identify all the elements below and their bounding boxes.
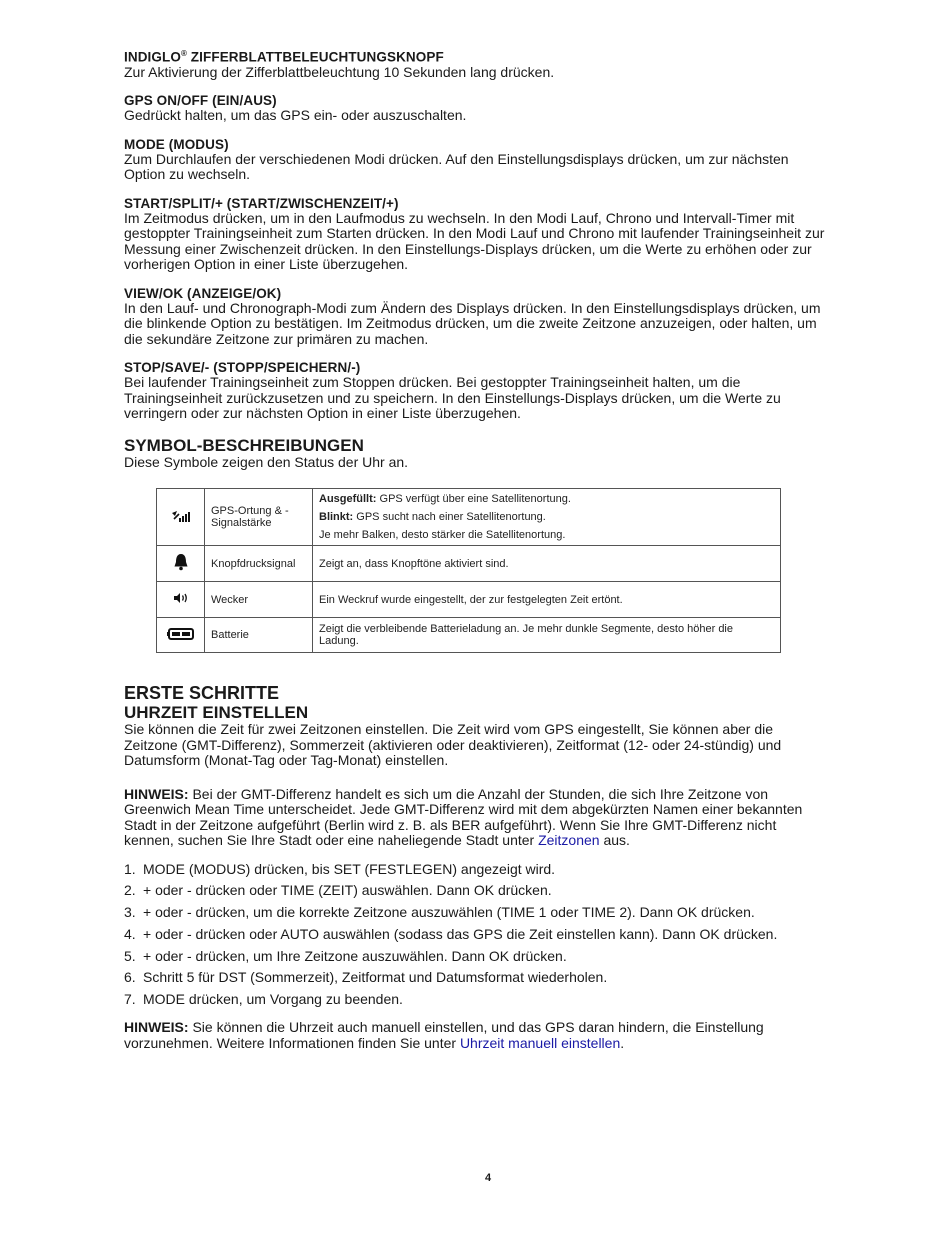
list-item: 7. MODE drücken, um Vorgang zu beenden. xyxy=(124,991,403,1008)
set-time-intro: Sie können die Zeit für zwei Zeitzonen einstellen. Die Zeit wird vom GPS eingestellt, Sie können aber die Zeitzone (GMT-Differenz), Sommerzeit (aktivieren oder deaktivieren), Zeitformat (12- oder 24-stündig) und Datumsform (Monat-Tag oder Tag-Monat) einstellen. xyxy=(124,721,782,768)
step-text: + oder - drücken, um Ihre Zeitzone auszuwählen. Dann OK drücken. xyxy=(143,947,567,964)
section-view-ok xyxy=(124,286,830,348)
title-text-rest: ZIFFERBLATTBELEUCHTUNGSKNOPF xyxy=(186,49,444,65)
list-item: 3. + oder - drücken, um die korrekte Zeitzone auszuwählen (TIME 1 oder TIME 2). Dann OK drücken. xyxy=(124,904,755,921)
description-line xyxy=(319,490,774,508)
step-text: MODE drücken, um Vorgang zu beenden. xyxy=(143,991,403,1008)
list-item: 5. + oder - drücken, um Ihre Zeitzone auszuwählen. Dann OK drücken. xyxy=(124,947,567,964)
table-row xyxy=(157,489,781,546)
battery-icon xyxy=(157,618,205,653)
section-indiglo xyxy=(124,46,830,80)
step-text: + oder - drücken, um die korrekte Zeitzone auszuwählen (TIME 1 oder TIME 2). Dann OK drücken. xyxy=(143,904,755,921)
title-text: INDIGLO xyxy=(124,49,181,65)
section-body: Bei laufender Trainingseinheit zum Stoppen drücken. Bei gestoppter Trainingseinheit halten, um die Trainingseinheit zurückzusetzen und zu speichern. In den Einstellungs-Displays drücken, um die Werte zu verringern oder zur nächsten Option in einer Liste überzugehen. xyxy=(124,374,781,421)
note-text-end: aus. xyxy=(599,832,630,848)
alarm-speaker-icon xyxy=(157,582,205,618)
symbol-name: Wecker xyxy=(205,582,313,618)
section-body: Zum Durchlaufen der verschiedenen Modi drücken. Auf den Einstellungsdisplays drücken, um zur nächsten Option zu wechseln. xyxy=(124,150,789,182)
symbol-name: Batterie xyxy=(205,618,313,653)
symbols-heading: SYMBOL-BESCHREIBUNGEN xyxy=(124,435,364,455)
steps-list xyxy=(124,859,830,1012)
table-row xyxy=(157,582,781,618)
step-text: + oder - drücken oder AUTO auswählen (sodass das GPS die Zeit einstellen kann). Dann OK drücken. xyxy=(143,925,778,942)
note-text: Bei der GMT-Differenz handelt es sich um die Anzahl der Stunden, die sich Ihre Zeitzone von Greenwich Mean Time unterscheidet. Jede GMT-Differenz wird mit dem abgekürzten Namen einer bekannten Stadt in der Zeitzone aufgeführt (Berlin wird z. B. als BER aufgeführt). Wenn Sie Ihre GMT-Differenz nicht kennen, suchen Sie Ihre Stadt oder eine naheliegende Stadt unter xyxy=(124,785,803,848)
description-label: Blinkt: xyxy=(319,511,354,523)
description-text: Zeigt die verbleibende Batterieladung an. Je mehr dunkle Segmente, desto höher die Ladung. xyxy=(319,623,733,647)
table-row xyxy=(157,618,781,653)
section-title: MODE (MODUS) xyxy=(124,136,229,152)
section-title: VIEW/OK (ANZEIGE/OK) xyxy=(124,285,282,301)
section-start-split xyxy=(124,196,830,273)
description-text: Zeigt an, dass Knopftöne aktiviert sind. xyxy=(319,557,509,570)
section-title: GPS ON/OFF (EIN/AUS) xyxy=(124,93,277,108)
symbol-name: Knopfdrucksignal xyxy=(205,546,313,582)
list-item: 6. Schritt 5 für DST (Sommerzeit), Zeitformat und Datumsformat wiederholen. xyxy=(124,969,608,986)
note-text: Sie können die Uhrzeit auch manuell einstellen, und das GPS daran hindern, die Einstellung vorzunehmen. Weitere Informationen finden Sie unter xyxy=(124,1019,764,1051)
step-text: + oder - drücken oder TIME (ZEIT) auswählen. Dann OK drücken. xyxy=(143,882,552,899)
symbol-description xyxy=(313,546,781,582)
section-gps xyxy=(124,93,830,124)
getting-started-section xyxy=(124,683,830,1051)
step-text: MODE (MODUS) drücken, bis SET (FESTLEGEN) angezeigt wird. xyxy=(143,860,556,877)
getting-started-heading: ERSTE SCHRITTE xyxy=(124,683,280,703)
section-body: Im Zeitmodus drücken, um in den Laufmodus zu wechseln. In den Modi Lauf, Chrono und Intervall-Timer mit gestoppter Trainingseinheit zum Starten drücken. In den Modi Lauf und Chrono mit laufender Trainingseinheit zur Messung einer Zwischenzeit drücken. In den Einstellungs-Displays drücken, um die Werte zu erhöhen oder zur vorherigen Option in einer Liste überzugehen. xyxy=(124,209,825,272)
set-time-heading: UHRZEIT EINSTELLEN xyxy=(124,703,309,722)
symbols-intro: Diese Symbole zeigen den Status der Uhr an. xyxy=(124,453,409,470)
section-body: In den Lauf- und Chronograph-Modi zum Ändern des Displays drücken. In den Einstellungsdisplays drücken, um die blinkende Option zu bestätigen. Im Zeitmodus drücken, um die zweite Zeitzone anzuzeigen, oder halten, um die sekundäre Zeitzone zur primären zu machen. xyxy=(124,299,821,347)
section-stop-save xyxy=(124,360,830,422)
note-label: HINWEIS: xyxy=(124,785,189,802)
description-line xyxy=(319,508,774,526)
gps-signal-icon xyxy=(157,489,205,546)
description-label: Ausgefüllt: xyxy=(319,493,377,505)
description-text: GPS verfügt über eine Satellitenortung. xyxy=(376,493,571,505)
list-item: 2. + oder - drücken oder TIME (ZEIT) auswählen. Dann OK drücken. xyxy=(124,882,552,899)
time-zones-link[interactable]: Zeitzonen xyxy=(538,832,600,848)
document-page xyxy=(124,46,830,470)
symbol-description xyxy=(313,489,781,546)
description-text: Je mehr Balken, desto stärker die Satellitenortung. xyxy=(319,529,566,541)
page-number: 4 xyxy=(484,1172,492,1184)
table-row xyxy=(157,546,781,582)
step-text: Schritt 5 für DST (Sommerzeit), Zeitformat und Datumsformat wiederholen. xyxy=(143,969,608,986)
symbol-name: GPS-Ortung & -Signalstärke xyxy=(205,489,313,546)
description-line xyxy=(319,526,774,544)
section-title: STOP/SAVE/- (STOPP/SPEICHERN/-) xyxy=(124,360,361,375)
note-text-end: . xyxy=(620,1034,625,1051)
description-text: Ein Weckruf wurde eingestellt, der zur festgelegten Zeit ertönt. xyxy=(319,593,623,606)
section-title: START/SPLIT/+ (START/ZWISCHENZEIT/+) xyxy=(124,195,399,211)
symbol-description xyxy=(313,582,781,618)
manual-time-link[interactable]: Uhrzeit manuell einstellen xyxy=(459,1034,621,1051)
note-label: HINWEIS: xyxy=(124,1019,189,1036)
symbol-table xyxy=(156,488,781,653)
bell-icon xyxy=(157,546,205,582)
note-gmt xyxy=(124,787,830,849)
note-manual-time xyxy=(124,1020,830,1051)
list-item: 4. + oder - drücken oder AUTO auswählen (sodass das GPS die Zeit einstellen kann). Dann OK drücken. xyxy=(124,925,778,942)
section-mode xyxy=(124,137,830,183)
description-text: GPS sucht nach einer Satellitenortung. xyxy=(353,511,546,523)
registered-mark: ® xyxy=(180,49,187,58)
section-body: Zur Aktivierung der Zifferblattbeleuchtung 10 Sekunden lang drücken. xyxy=(124,63,555,80)
list-item: 1. MODE (MODUS) drücken, bis SET (FESTLEGEN) angezeigt wird. xyxy=(124,860,556,877)
symbol-description xyxy=(313,618,781,653)
section-title xyxy=(124,46,830,65)
section-body: Gedrückt halten, um das GPS ein- oder auszuschalten. xyxy=(124,107,467,123)
